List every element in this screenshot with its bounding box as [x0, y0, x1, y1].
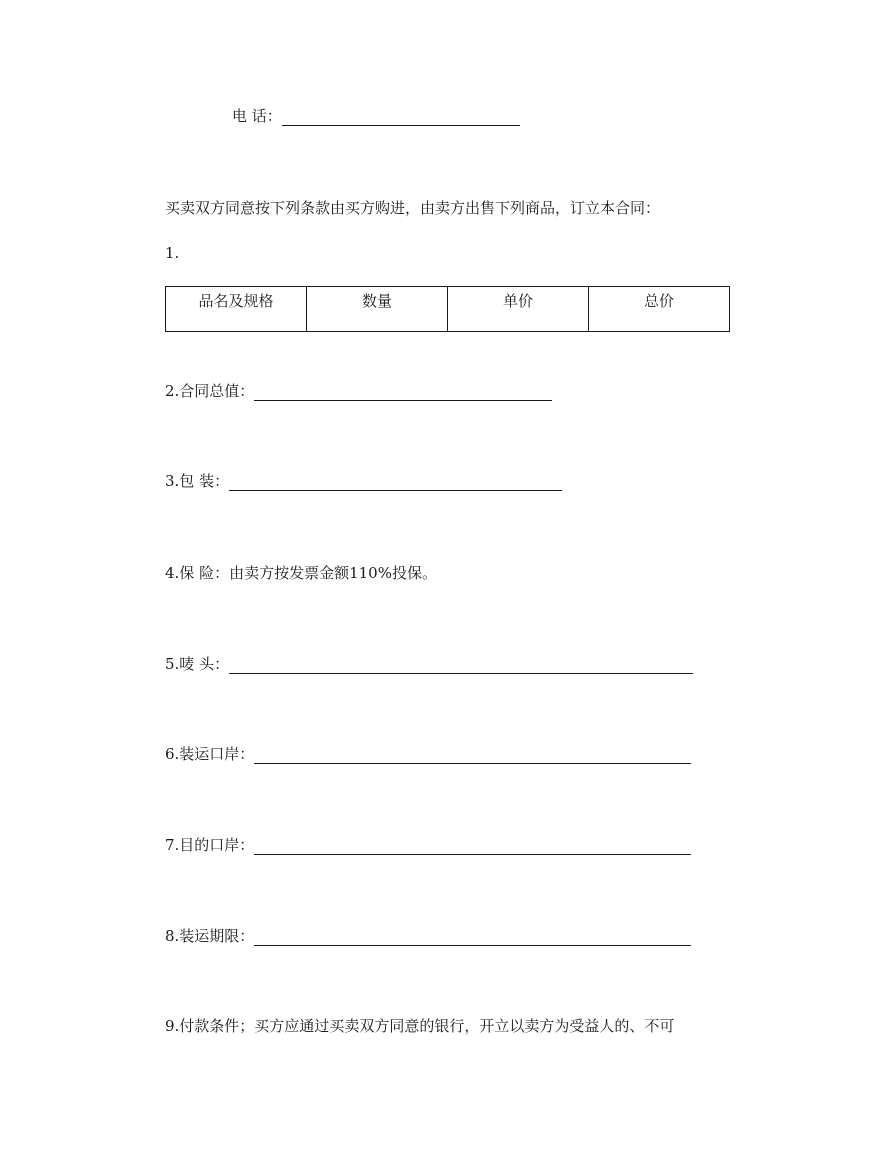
clause-7: [165, 835, 691, 855]
clause-5-label: 5.唛 头：: [165, 655, 230, 673]
contract-value-blank[interactable]: [254, 383, 552, 401]
clause-6-label: 6.装运口岸：: [165, 745, 255, 763]
loading-port-blank[interactable]: [254, 746, 691, 764]
packing-blank[interactable]: [229, 473, 562, 491]
item-1-number: 1.: [165, 244, 180, 262]
table-header-row: [166, 287, 730, 332]
clause-7-label: 7.目的口岸：: [165, 836, 255, 854]
clause-3: [165, 471, 562, 491]
clause-8-label: 8.装运期限：: [165, 927, 255, 945]
goods-table: [165, 286, 730, 332]
column-header-total-price: 总价: [589, 287, 730, 332]
destination-port-blank[interactable]: [254, 837, 691, 855]
clause-4-text: 4.保 险：由卖方按发票金额110%投保。: [165, 564, 437, 582]
clause-5: [165, 654, 693, 674]
clause-2-label: 2.合同总值：: [165, 382, 255, 400]
item-1: [165, 243, 179, 263]
shipment-period-blank[interactable]: [254, 928, 691, 946]
clause-3-label: 3.包 装：: [165, 472, 230, 490]
clause-4: [165, 563, 437, 583]
shipping-mark-blank[interactable]: [229, 656, 693, 674]
phone-label: 电 话：: [232, 107, 282, 125]
phone-line: [232, 106, 520, 126]
intro-sentence: 买卖双方同意按下列条款由买方购进，由卖方出售下列商品，订立本合同：: [165, 199, 661, 217]
clause-9: [165, 1016, 674, 1036]
clause-9-text: 9.付款条件；买方应通过买卖双方同意的银行，开立以卖方为受益人的、不可: [165, 1017, 675, 1035]
clause-2: [165, 381, 552, 401]
column-header-unit-price: 单价: [448, 287, 589, 332]
intro-text: [165, 198, 660, 218]
column-header-quantity: 数量: [307, 287, 448, 332]
phone-blank[interactable]: [282, 108, 520, 126]
column-header-name-spec: 品名及规格: [166, 287, 307, 332]
clause-6: [165, 744, 691, 764]
clause-8: [165, 926, 691, 946]
